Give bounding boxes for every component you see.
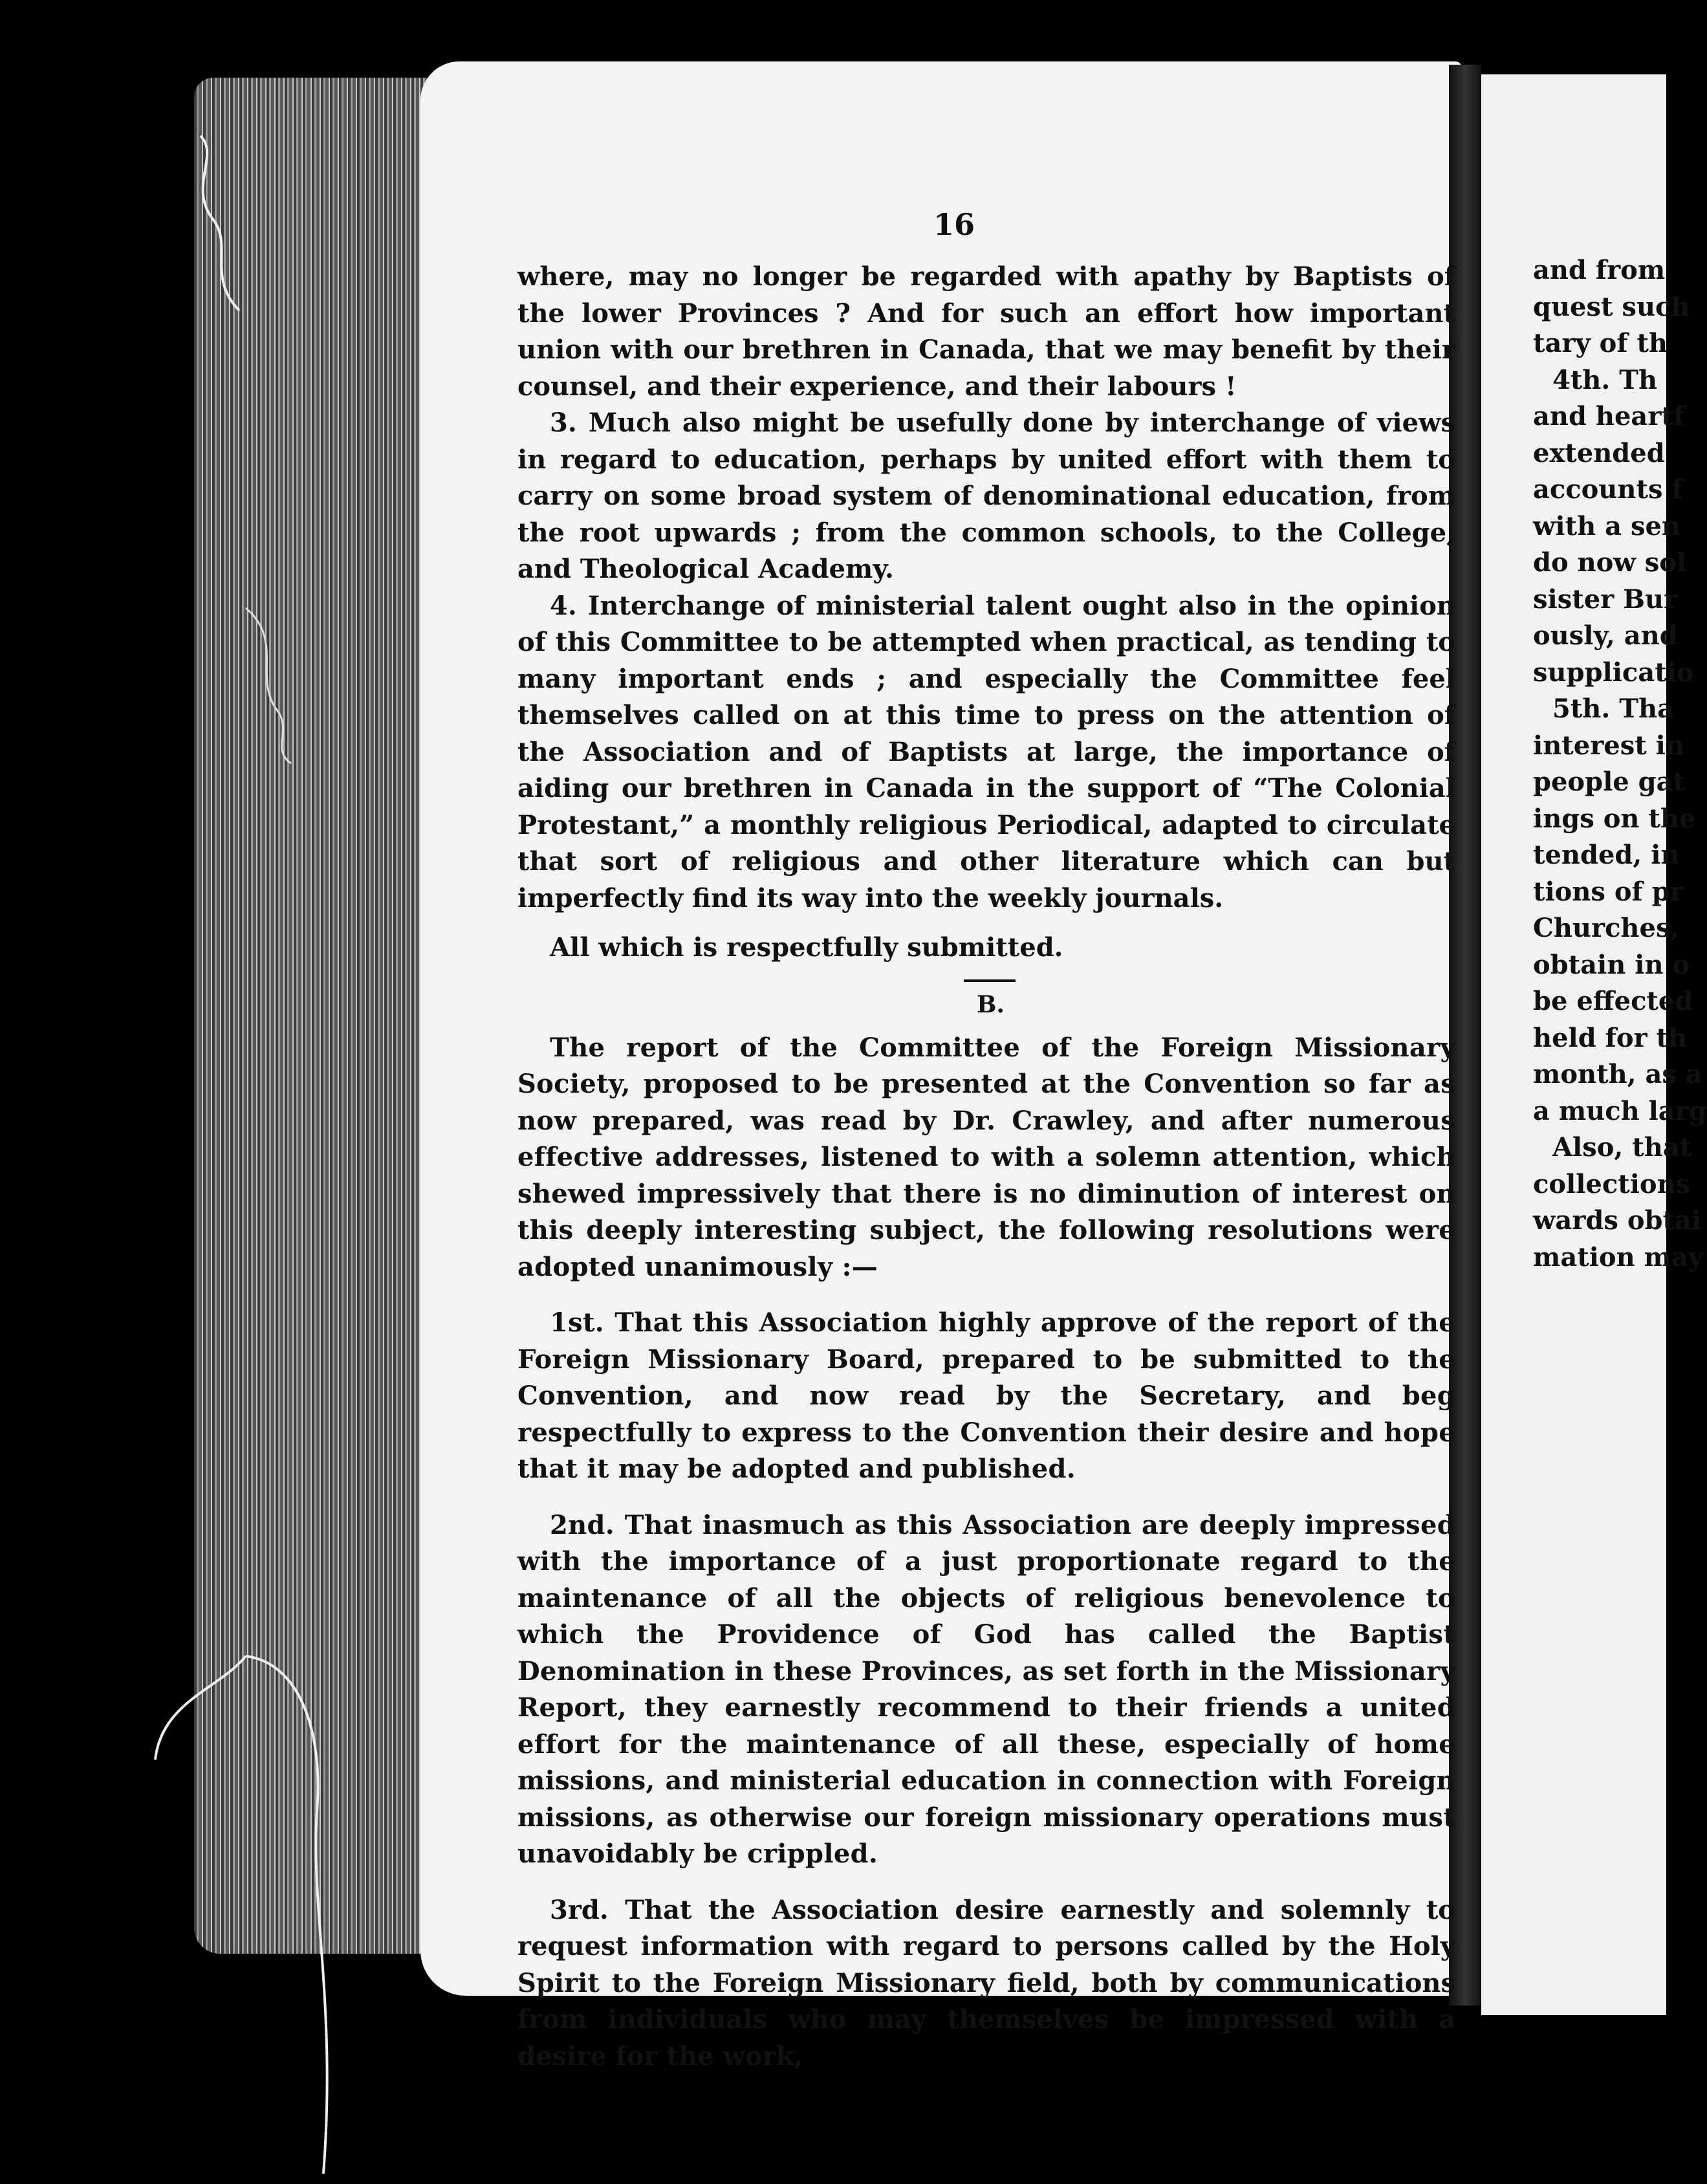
resolution-third: 3rd. That the Association desire earnestly and solemnly to request information with regard to persons called by the Holy Spirit to the Foreign Missionary field, both by communications from individuals who may themselves be impressed with a desire for the work,: [517, 1894, 1455, 2071]
right-line: and from: [1533, 255, 1666, 285]
section-rule: [964, 979, 1016, 982]
right-line: sister Bur: [1533, 584, 1678, 615]
paragraph-continuation: where, may no longer be regarded with apathy by Baptists of the lower Provinces ? And for such an effort how important union with our brethren in Canada, that we may benefit by their counsel, and their experience, and their labours !: [517, 261, 1455, 402]
right-line: held for th: [1533, 1022, 1688, 1053]
resolution-second: 2nd. That inasmuch as this Association are deeply impressed with the importance of a just proportionate regard to the maintenance of all the objects of religious benevolence to which the Providence of God has called the Baptist Denomination in these Provinces, as set forth in the Missionary Report, they earnestly recommend to their friends a united effort for the maintenance of all these, especially of home missions, and ministerial education in connection with Foreign missions, as otherwise our foreign missionary operations must unavoidably be crippled.: [517, 1509, 1455, 1869]
right-line: obtain in o: [1533, 949, 1690, 980]
right-line: Also, that: [1552, 1132, 1692, 1163]
right-line: supplicatio: [1533, 657, 1694, 688]
right-line: mation may: [1533, 1241, 1704, 1272]
right-line: be effected: [1533, 986, 1693, 1016]
main-text-column: [517, 207, 1455, 2075]
right-line: Churches,: [1533, 913, 1680, 943]
right-line: and heartf: [1533, 401, 1685, 431]
right-line: people gat: [1533, 767, 1685, 797]
section-heading: B.: [977, 990, 1005, 1018]
thread-right: [233, 602, 310, 770]
right-line: 4th. Th: [1552, 364, 1658, 395]
right-line: tary of th: [1533, 328, 1668, 358]
resolution-first: 1st. That this Association highly approve of the report of the Foreign Missionary Board, prepared to be submitted to the Convention, and now read by the Secretary, and beg respectfully to express to the Convention their desire and hope that it may be adopted and published.: [517, 1307, 1455, 1484]
right-line: a much larg: [1533, 1095, 1707, 1126]
right-page-text: [1533, 252, 1707, 1276]
right-line: with a sen: [1533, 510, 1681, 541]
right-line: ings on the: [1533, 803, 1696, 834]
paragraph-education: 3. Much also might be usefully done by interchange of views in regard to education, perhaps by united effort with them to carry on some broad system of denominational education, from the root upwards ; from the common schools, to the College, and Theological Academy.: [517, 408, 1455, 584]
right-line: month, as a: [1533, 1059, 1702, 1089]
right-line: wards obtai: [1533, 1205, 1702, 1236]
right-line: collections: [1533, 1168, 1691, 1199]
page-number: 16: [933, 207, 975, 242]
right-line: extended: [1533, 437, 1665, 468]
right-line: interest in: [1533, 730, 1684, 761]
right-line: tended, in: [1533, 840, 1680, 870]
paragraph-ministerial-talent: 4. Interchange of ministerial talent ought also in the opinion of this Committee to be attempted when practical, as tending to many important ends ; and especially the Committee feel themselves called on at this time to press on the attention of the Association and of Baptists at large, the importance of aiding our brethren in Canada in the support of “The Colonial Protestant,” a monthly religious Periodical, adapted to circulate that sort of religious and other literature which can but imperfectly find its way into the weekly journals.: [517, 590, 1455, 913]
thread-bottom: [142, 1650, 401, 2180]
right-line: 5th. Tha: [1552, 693, 1675, 724]
right-line: quest such: [1533, 291, 1690, 322]
right-line: ously, and: [1533, 620, 1678, 651]
right-line: do now sol: [1533, 547, 1687, 578]
paragraph-report: The report of the Committee of the Foreign Missionary Society, proposed to be presented at the Convention so far as now prepared, was read by Dr. Crawley, and after numerous effective addresses, listened to with a solemn attention, which shewed impressively that there is no diminution of interest on this deeply interesting subject, the following resolutions were adopted unanimously :—: [517, 1032, 1455, 1282]
thread-top: [162, 129, 291, 323]
right-line: accounts f: [1533, 474, 1683, 505]
right-line: tions of pr: [1533, 876, 1684, 907]
closing-statement: All which is respectfully submitted.: [550, 932, 1063, 963]
